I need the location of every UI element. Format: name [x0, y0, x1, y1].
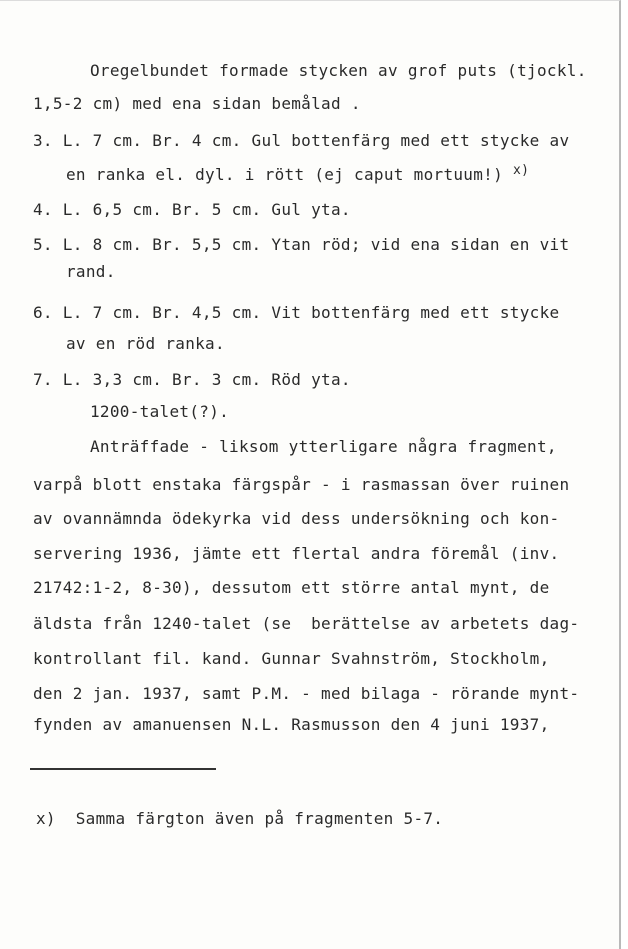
text-line: 21742:1-2, 8-30), dessutom ett större antal mynt, de [33, 578, 550, 597]
text-line: servering 1936, jämte ett flertal andra föremål (inv. [33, 544, 560, 563]
text-line: varpå blott enstaka färgspår - i rasmassan över ruinen [33, 475, 570, 494]
text-line: av ovannämnda ödekyrka vid dess undersökning och kon- [33, 509, 560, 528]
text-line: rand. [66, 262, 116, 281]
text-line: fynden av amanuensen N.L. Rasmusson den 4 juni 1937, [33, 715, 550, 734]
text-line: Oregelbundet formade stycken av grof puts (tjockl. [90, 61, 587, 80]
text-line: den 2 jan. 1937, samt P.M. - med bilaga - rörande mynt- [33, 684, 580, 703]
text-line: äldsta från 1240-talet (se berättelse av arbetets dag- [33, 614, 580, 633]
footnote: x) Samma färgton även på fragmenten 5-7. [36, 809, 444, 828]
text-line: 7. L. 3,3 cm. Br. 3 cm. Röd yta. [33, 370, 351, 389]
text-line: 1,5-2 cm) med ena sidan bemålad . [33, 94, 361, 113]
text-line: 4. L. 6,5 cm. Br. 5 cm. Gul yta. [33, 200, 351, 219]
text-line-content: en ranka el. dyl. i rött (ej caput mortuum!) [66, 165, 504, 184]
footnote-divider [30, 768, 216, 770]
text-line: 5. L. 8 cm. Br. 5,5 cm. Ytan röd; vid ena sidan en vit [33, 235, 570, 254]
text-line: av en röd ranka. [66, 334, 225, 353]
text-line: 1200-talet(?). [90, 402, 230, 421]
text-line: kontrollant fil. kand. Gunnar Svahnström, Stockholm, [33, 649, 550, 668]
text-line [66, 165, 529, 187]
text-line: Anträffade - liksom ytterligare några fragment, [90, 437, 557, 456]
text-line: 6. L. 7 cm. Br. 4,5 cm. Vit bottenfärg med ett stycke [33, 303, 560, 322]
footnote-marker: x) [513, 163, 530, 178]
text-line: 3. L. 7 cm. Br. 4 cm. Gul bottenfärg med ett stycke av [33, 131, 570, 150]
